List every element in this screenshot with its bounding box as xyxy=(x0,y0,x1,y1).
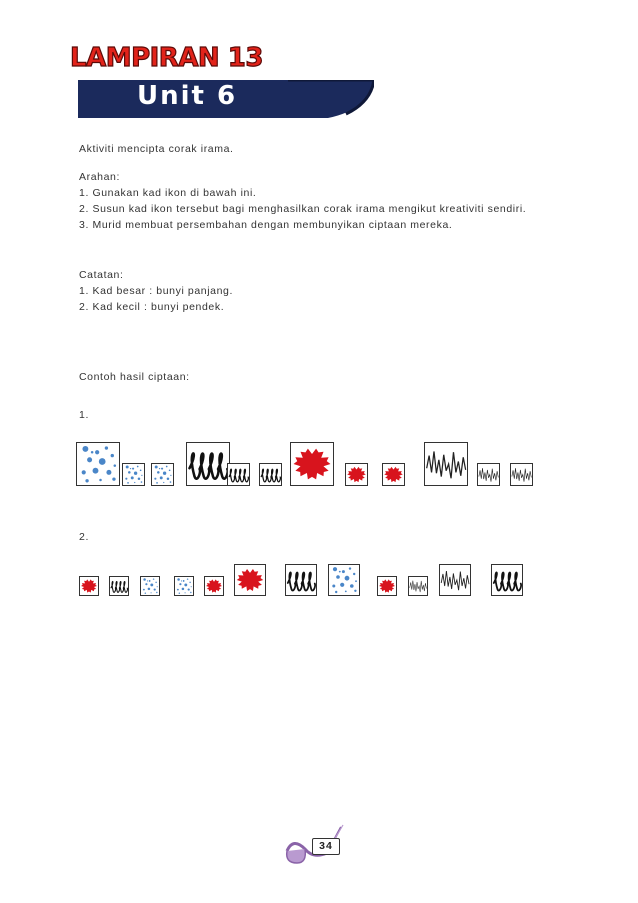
burst-icon xyxy=(382,463,405,486)
zigzag-icon xyxy=(477,463,500,486)
dots-icon xyxy=(151,463,174,486)
dots-icon xyxy=(76,442,120,486)
note-item: 2. Kad kecil : bunyi pendek. xyxy=(79,301,225,313)
instruction-item: 2. Susun kad ikon tersebut bagi menghasilkan corak irama mengikut kreativiti sendiri. xyxy=(79,203,527,215)
loops-icon xyxy=(109,576,129,596)
example-label: 2. xyxy=(79,531,89,543)
zigzag-icon xyxy=(424,442,468,486)
dots-icon xyxy=(174,576,194,596)
burst-icon xyxy=(377,576,397,596)
burst-icon xyxy=(345,463,368,486)
notes-heading: Catatan: xyxy=(79,269,124,281)
page-number: 34 xyxy=(312,838,340,855)
instruction-item: 1. Gunakan kad ikon di bawah ini. xyxy=(79,187,257,199)
instruction-item: 3. Murid membuat persembahan dengan membunyikan ciptaan mereka. xyxy=(79,219,453,231)
zigzag-icon xyxy=(510,463,533,486)
burst-icon xyxy=(79,576,99,596)
unit-label: Unit 6 xyxy=(137,81,238,111)
loops-icon xyxy=(259,463,282,486)
dots-icon xyxy=(328,564,360,596)
dots-icon xyxy=(140,576,160,596)
page-title: LAMPIRAN 13 xyxy=(70,43,263,73)
burst-icon xyxy=(204,576,224,596)
burst-icon xyxy=(234,564,266,596)
burst-icon xyxy=(290,442,334,486)
note-item: 1. Kad besar : bunyi panjang. xyxy=(79,285,233,297)
zigzag-icon xyxy=(408,576,428,596)
instructions-heading: Arahan: xyxy=(79,171,120,183)
loops-icon xyxy=(285,564,317,596)
zigzag-icon xyxy=(439,564,471,596)
loops-icon xyxy=(491,564,523,596)
loops-icon xyxy=(186,442,230,486)
loops-icon xyxy=(227,463,250,486)
dots-icon xyxy=(122,463,145,486)
intro-text: Aktiviti mencipta corak irama. xyxy=(79,143,234,155)
example-label: 1. xyxy=(79,409,89,421)
examples-heading: Contoh hasil ciptaan: xyxy=(79,371,190,383)
